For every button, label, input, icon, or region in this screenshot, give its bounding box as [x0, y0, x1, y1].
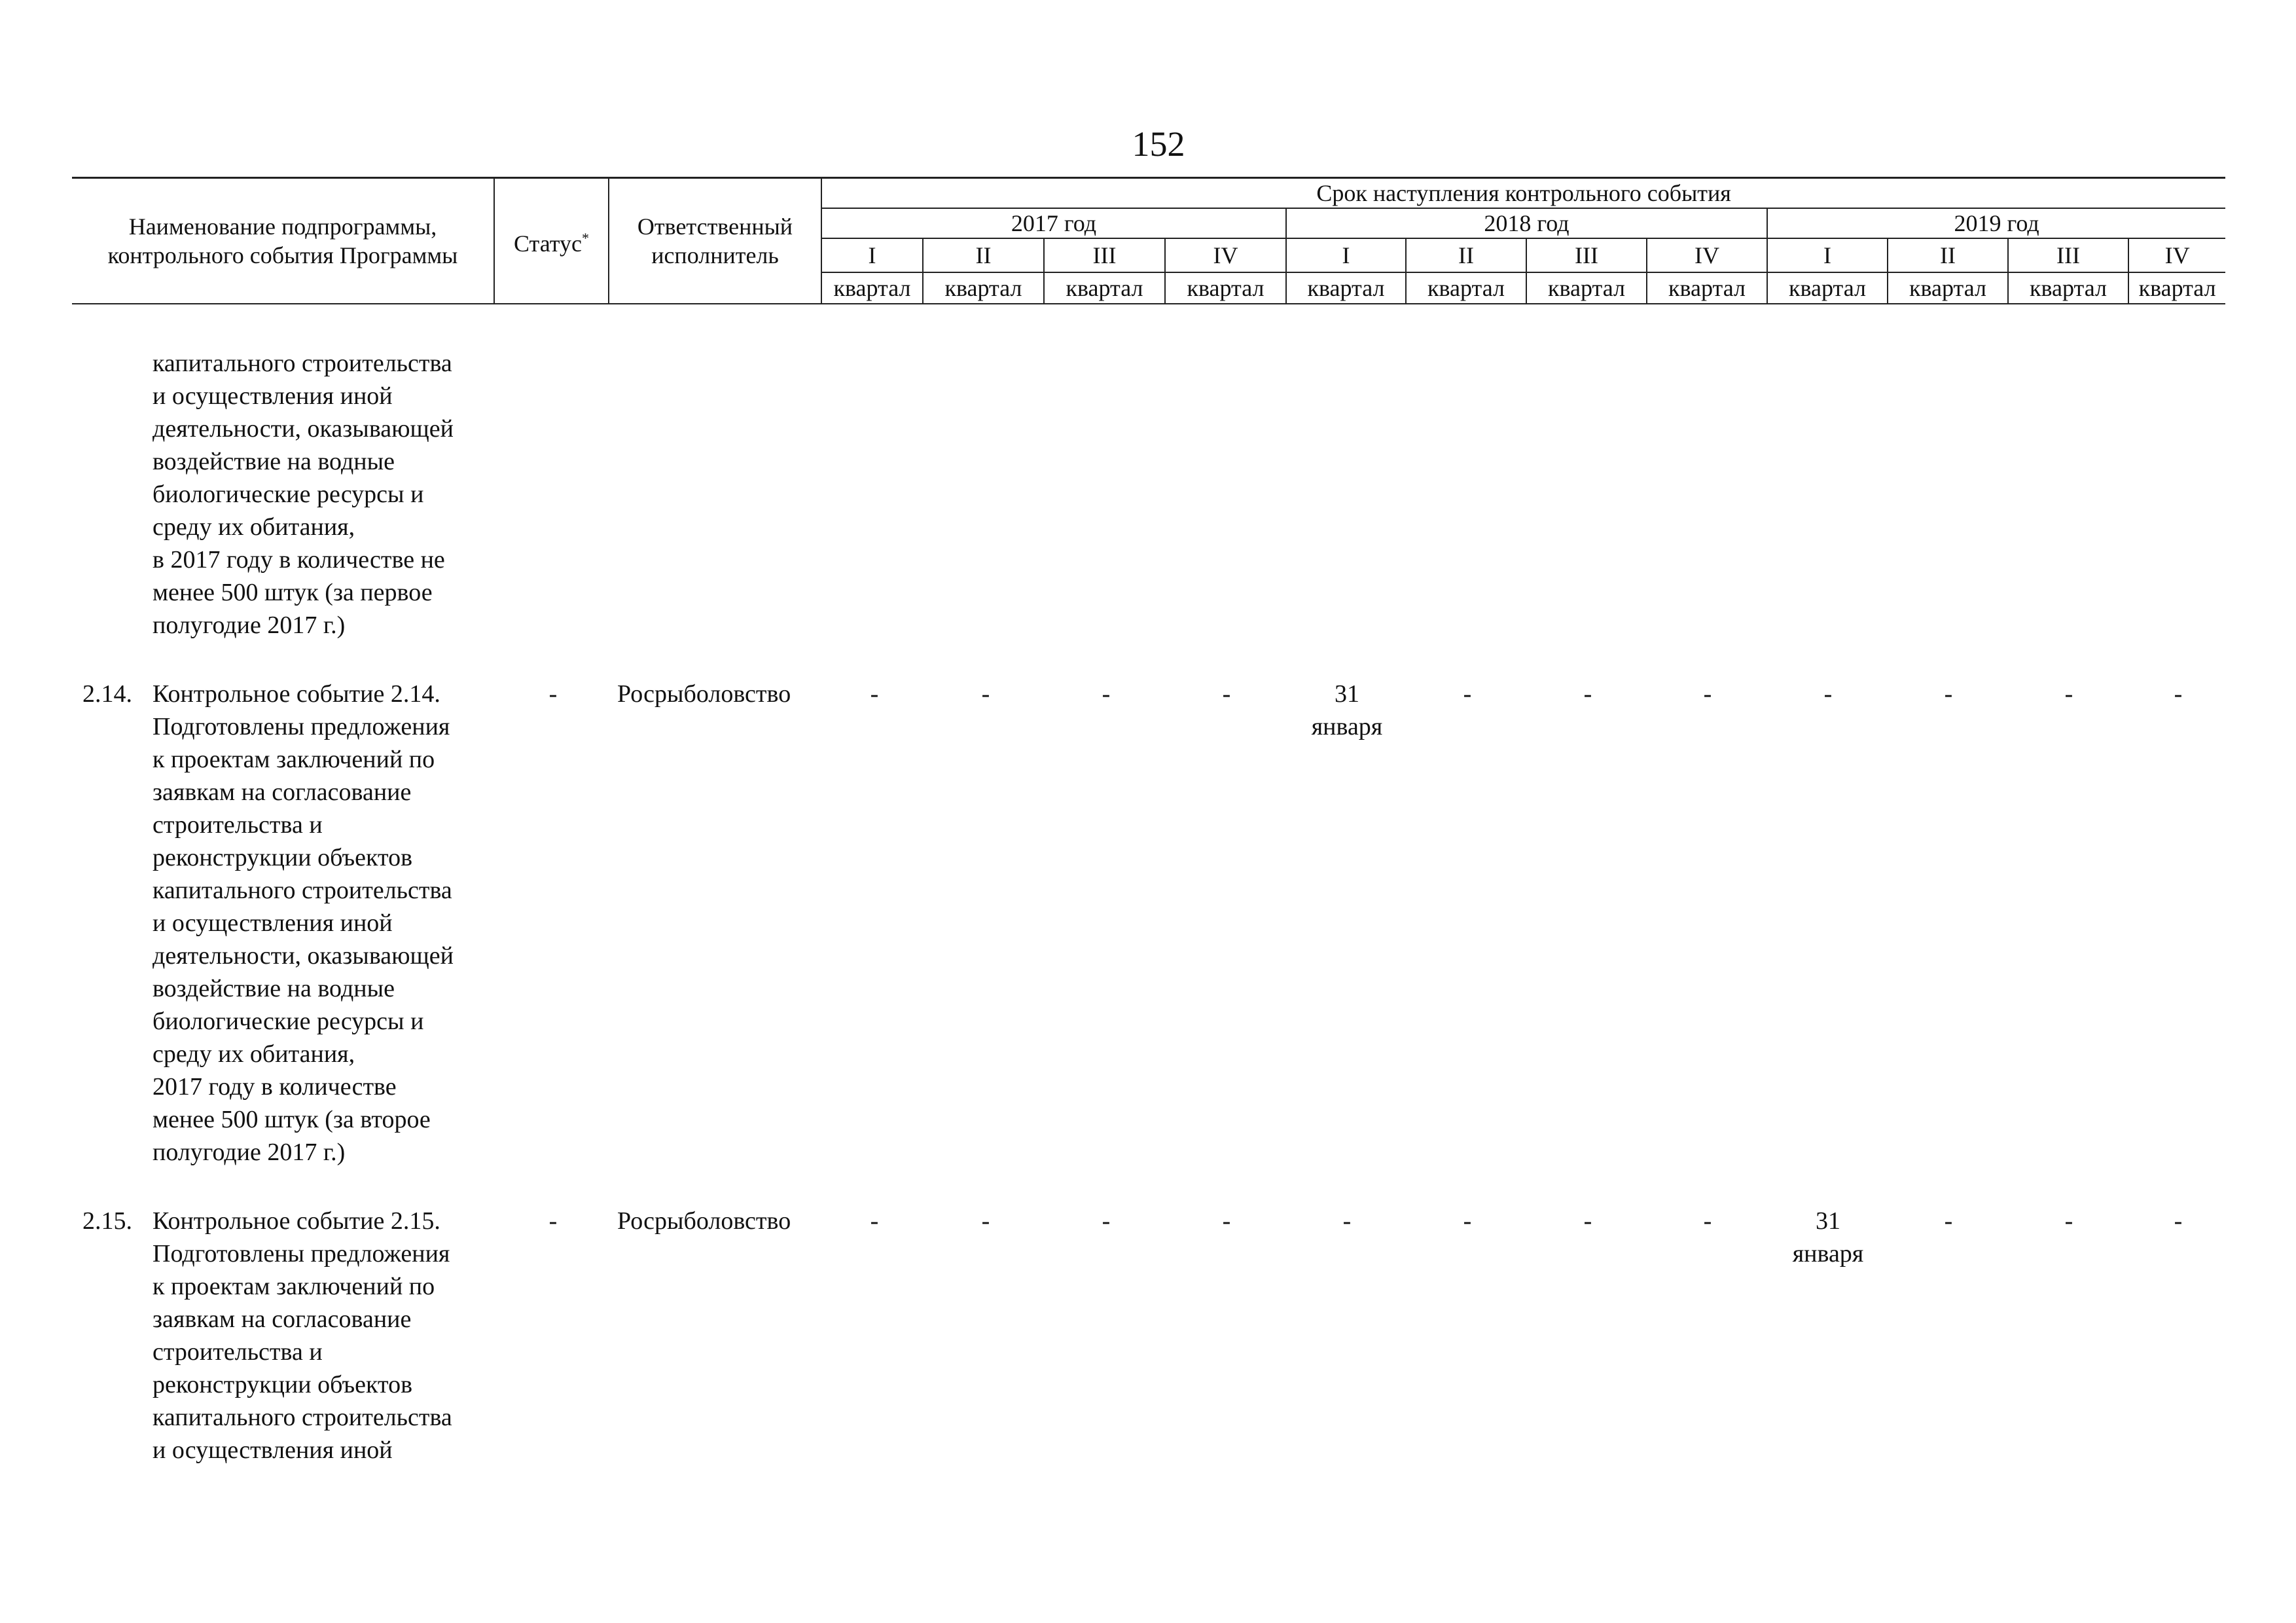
event-description-line: реконструкции объектов [152, 1371, 413, 1398]
quarter-value-cell: - [1583, 680, 1592, 708]
header-year-2018: 2018 год [1286, 208, 1767, 238]
quarter-value-cell: - [2174, 1207, 2183, 1235]
continuation-line: менее 500 штук (за первое [152, 579, 433, 606]
quarter-value-cell: - [2174, 680, 2183, 708]
quarter-value-cell: - [1703, 1207, 1712, 1235]
table-header [72, 177, 2225, 304]
header-quarter-cell [1888, 238, 2008, 304]
quarter-word: квартал [833, 275, 911, 301]
quarter-number: IV [2129, 239, 2225, 273]
quarter-value-cell: - [1823, 680, 1833, 708]
header-deadline-group: Срок наступления контрольного события [821, 178, 2225, 209]
header-quarter-cell [1647, 238, 1767, 304]
quarter-number: II [1407, 239, 1526, 273]
quarter-word: квартал [2030, 275, 2107, 301]
event-description-line: биологические ресурсы и [152, 1008, 424, 1035]
event-description-line: строительства и [152, 1338, 323, 1366]
page-number: 152 [1132, 124, 1185, 164]
header-quarter-cell [1767, 238, 1888, 304]
continuation-line: капитального строительства [152, 350, 452, 377]
header-quarter-cell [2008, 238, 2128, 304]
quarter-word: квартал [1066, 275, 1143, 301]
quarter-number: III [1045, 239, 1164, 273]
event-description-line: и осуществления иной [152, 909, 393, 937]
event-description-line: к проектам заключений по [152, 1273, 435, 1300]
header-name-column: Наименование подпрограммы, контрольного события Программы [72, 178, 494, 304]
status-footnote-mark: * [582, 230, 589, 246]
quarter-value-cell: - [1342, 1207, 1352, 1235]
quarter-word: квартал [1187, 275, 1265, 301]
quarter-number: IV [1647, 239, 1767, 273]
quarter-value-cell: - [981, 1207, 990, 1235]
quarter-value-cell: - [1944, 1207, 1953, 1235]
event-executor: Росрыболовство [617, 680, 791, 708]
event-description-line: Контрольное событие 2.14. [152, 680, 440, 708]
header-quarter-cell [821, 238, 923, 304]
continuation-line: в 2017 году в количестве не [152, 546, 445, 574]
date-month: января [1311, 713, 1383, 740]
quarter-value-cell: 31 [1335, 680, 1359, 708]
quarter-word: квартал [2138, 275, 2216, 301]
header-status-column [494, 178, 609, 304]
quarter-number: I [1287, 239, 1405, 273]
header-quarter-cell [1526, 238, 1647, 304]
event-status: - [548, 680, 558, 708]
event-description-line: строительства и [152, 811, 323, 839]
continuation-text [152, 347, 493, 642]
event-description-line: воздействие на водные [152, 975, 395, 1002]
event-description-line: менее 500 штук (за второе [152, 1106, 431, 1133]
continuation-line: деятельности, оказывающей [152, 415, 454, 443]
status-label: Статус [514, 230, 582, 257]
quarter-value-cell: - [1222, 1207, 1231, 1235]
quarter-value-cell: - [1583, 1207, 1592, 1235]
event-status: - [548, 1207, 558, 1235]
quarter-number: I [822, 239, 922, 273]
quarter-value-cell: - [2064, 1207, 2073, 1235]
event-description [152, 1205, 493, 1467]
header-quarter-cell [1165, 238, 1286, 304]
header-quarter-cell [1286, 238, 1406, 304]
event-number: 2.14. [82, 680, 132, 708]
quarter-word: квартал [944, 275, 1022, 301]
header-quarter-cell [1044, 238, 1165, 304]
event-description [152, 678, 493, 1169]
event-description-line: деятельности, оказывающей [152, 942, 454, 970]
quarter-value-cell: - [1463, 1207, 1472, 1235]
quarter-word: квартал [1548, 275, 1625, 301]
quarter-value-cell: - [870, 1207, 879, 1235]
header-year-2019: 2019 год [1767, 208, 2225, 238]
continuation-line: полугодие 2017 г.) [152, 611, 346, 639]
continuation-line: воздействие на водные [152, 448, 395, 475]
quarter-word: квартал [1427, 275, 1505, 301]
event-executor: Росрыболовство [617, 1207, 791, 1235]
event-number: 2.15. [82, 1207, 132, 1235]
event-description-line: полугодие 2017 г.) [152, 1139, 346, 1166]
header-quarter-cell [1406, 238, 1526, 304]
quarter-word: квартал [1668, 275, 1746, 301]
event-description-line: к проектам заключений по [152, 746, 435, 773]
quarter-value-cell: - [981, 680, 990, 708]
quarter-number: I [1768, 239, 1887, 273]
event-description-line: и осуществления иной [152, 1436, 393, 1464]
quarter-value-cell: - [1102, 680, 1111, 708]
event-description-line: реконструкции объектов [152, 844, 413, 871]
header-year-2017: 2017 год [821, 208, 1286, 238]
quarter-value-cell: - [870, 680, 879, 708]
continuation-line: биологические ресурсы и [152, 481, 424, 508]
date-month: января [1792, 1240, 1864, 1267]
quarter-number: II [1888, 239, 2007, 273]
quarter-value-cell: - [2064, 680, 2073, 708]
quarter-value-cell: - [1222, 680, 1231, 708]
event-description-line: капитального строительства [152, 877, 452, 904]
event-description-line: Подготовлены предложения [152, 713, 450, 740]
quarter-value-cell: - [1102, 1207, 1111, 1235]
quarter-value-cell: - [1463, 680, 1472, 708]
event-description-line: Подготовлены предложения [152, 1240, 450, 1267]
quarter-number: III [1527, 239, 1646, 273]
quarter-word: квартал [1789, 275, 1866, 301]
quarter-number: III [2009, 239, 2128, 273]
event-description-line: капитального строительства [152, 1404, 452, 1431]
quarter-value-cell: - [1944, 680, 1953, 708]
continuation-line: среду их обитания, [152, 513, 355, 541]
header-quarter-cell [923, 238, 1044, 304]
event-description-line: Контрольное событие 2.15. [152, 1207, 440, 1235]
event-description-line: заявкам на согласование [152, 1305, 412, 1333]
continuation-line: и осуществления иной [152, 382, 393, 410]
event-description-line: среду их обитания, [152, 1040, 355, 1068]
quarter-word: квартал [1307, 275, 1385, 301]
quarter-number: IV [1166, 239, 1285, 273]
quarter-word: квартал [1909, 275, 1986, 301]
event-description-line: 2017 году в количестве [152, 1073, 397, 1101]
header-quarter-cell [2128, 238, 2225, 304]
quarter-value-cell: - [1703, 680, 1712, 708]
event-description-line: заявкам на согласование [152, 778, 412, 806]
quarter-value-cell: 31 [1816, 1207, 1840, 1235]
quarter-number: II [924, 239, 1043, 273]
header-executor-column: Ответственный исполнитель [609, 178, 821, 304]
